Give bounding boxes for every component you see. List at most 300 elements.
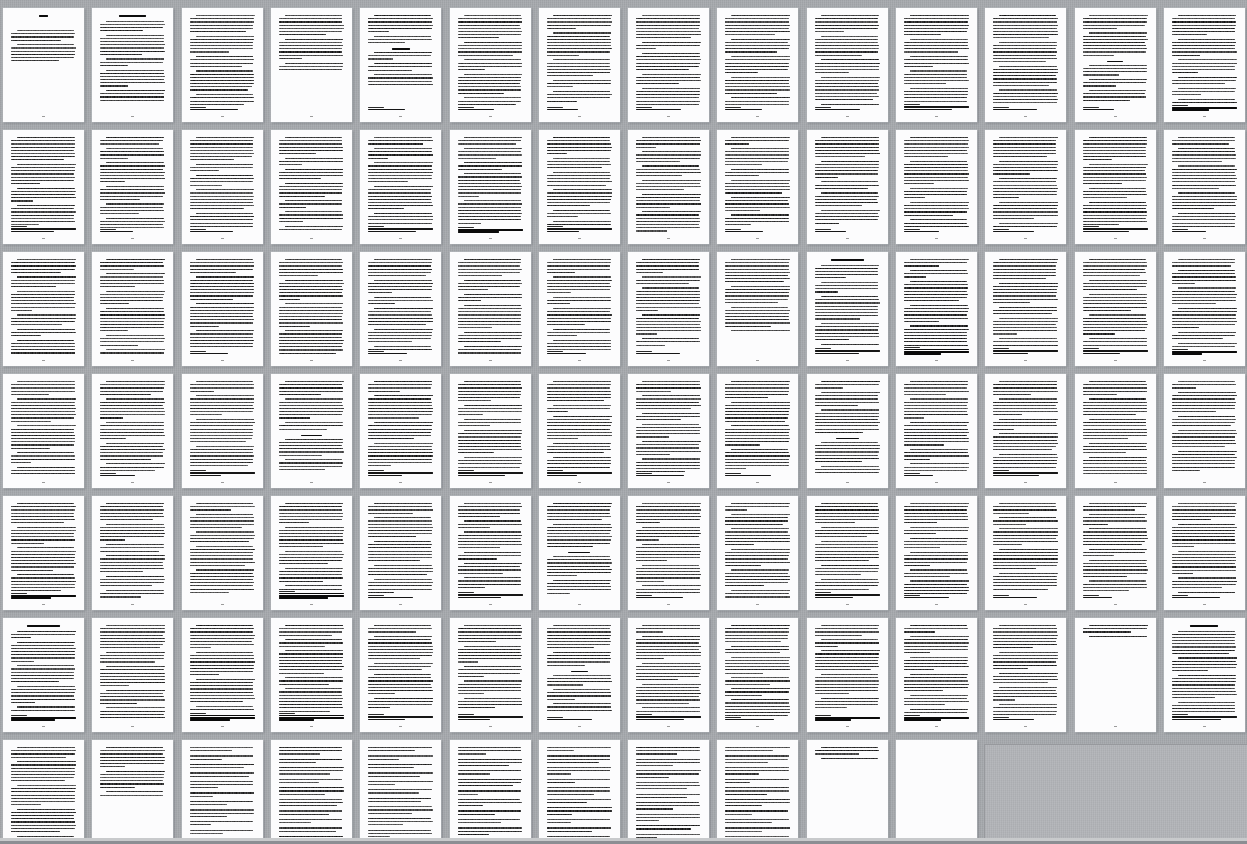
text-line [547, 661, 610, 662]
page-thumbnail[interactable] [807, 130, 888, 244]
text-line [1083, 425, 1147, 426]
page-text [725, 15, 790, 122]
text-line [368, 425, 432, 426]
page-thumbnail[interactable] [450, 374, 531, 488]
footnote-rule [547, 226, 563, 227]
text-line [464, 457, 523, 458]
text-line [100, 685, 129, 686]
text-line [993, 170, 1058, 171]
page-thumbnail[interactable] [92, 252, 173, 366]
text-line [904, 684, 969, 685]
page-thumbnail[interactable] [628, 496, 709, 610]
text-line [904, 628, 968, 629]
text-line [1172, 573, 1193, 574]
text-line [815, 86, 880, 87]
page-thumbnail[interactable] [1164, 8, 1245, 122]
page-thumbnail[interactable] [271, 130, 352, 244]
text-line [904, 66, 933, 67]
text-line [106, 652, 165, 653]
text-line [815, 39, 878, 40]
text-line [993, 714, 1056, 715]
text-line [904, 530, 968, 531]
page-thumbnail[interactable] [92, 740, 173, 844]
text-line [547, 425, 611, 426]
text-line [1083, 205, 1147, 206]
text-line [190, 781, 253, 782]
page-thumbnail[interactable] [1164, 252, 1245, 366]
page-text [190, 747, 255, 844]
text-line [190, 695, 254, 696]
text-line [1083, 39, 1148, 40]
page-thumbnail[interactable] [896, 252, 977, 366]
page-thumbnail[interactable] [985, 130, 1066, 244]
text-line [100, 696, 163, 697]
footnote-line [279, 719, 314, 721]
page-thumbnail[interactable] [717, 252, 798, 366]
text-line [642, 381, 700, 382]
text-line [190, 39, 254, 40]
text-line [815, 302, 880, 303]
footnote-line [815, 353, 860, 354]
page-thumbnail[interactable] [360, 130, 441, 244]
page-thumbnail[interactable] [1075, 374, 1156, 488]
page-thumbnail[interactable] [1164, 496, 1245, 610]
text-line [904, 519, 968, 520]
page-thumbnail[interactable] [450, 130, 531, 244]
page-thumbnail[interactable] [539, 374, 620, 488]
page-text [725, 747, 790, 844]
text-line [547, 446, 610, 447]
page-thumbnail[interactable] [807, 374, 888, 488]
text-line [904, 276, 926, 277]
text-line [368, 592, 394, 593]
text-line [11, 435, 75, 436]
text-line [17, 398, 76, 399]
page-thumbnail[interactable] [628, 618, 709, 732]
page-thumbnail[interactable] [717, 618, 798, 732]
page-thumbnail[interactable] [92, 618, 173, 732]
text-line [279, 448, 343, 449]
text-line [458, 311, 522, 312]
text-line [458, 704, 523, 705]
page-number [846, 116, 849, 117]
text-line [106, 690, 164, 691]
text-line [993, 568, 1035, 569]
text-line [636, 297, 700, 298]
page-thumbnail[interactable] [539, 740, 620, 844]
text-line [1083, 460, 1147, 461]
text-line [100, 181, 124, 182]
text-line [636, 59, 701, 60]
text-line [636, 25, 700, 26]
text-line [17, 452, 74, 453]
text-line [458, 759, 523, 760]
text-line [636, 48, 656, 49]
page-thumbnail[interactable] [92, 130, 173, 244]
text-line [1089, 164, 1148, 165]
page-thumbnail[interactable] [360, 252, 441, 366]
text-line [993, 638, 1057, 639]
footnote-line [190, 719, 230, 721]
text-line [636, 762, 700, 763]
text-line [100, 47, 164, 48]
page-number [756, 116, 759, 117]
page-text [458, 503, 523, 610]
text-line [368, 199, 431, 200]
text-line [821, 381, 880, 382]
text-line [100, 318, 165, 319]
page-thumbnail[interactable] [985, 374, 1066, 488]
text-line [993, 167, 1057, 168]
text-line [1172, 303, 1216, 304]
text-line [190, 821, 254, 822]
page-number [935, 726, 938, 727]
page-thumbnail[interactable] [807, 496, 888, 610]
text-line [458, 101, 522, 102]
text-line [279, 349, 343, 350]
text-line [815, 416, 879, 417]
text-line [100, 459, 151, 460]
page-thumbnail[interactable] [539, 496, 620, 610]
text-line [1083, 262, 1148, 263]
page-thumbnail[interactable] [896, 740, 977, 844]
text-line [1083, 143, 1147, 144]
text-line [11, 692, 75, 693]
page-number [399, 116, 402, 117]
footnote-line [368, 228, 433, 229]
text-line [999, 687, 1056, 688]
text-line [547, 628, 610, 629]
text-line [910, 695, 968, 696]
text-line [458, 196, 480, 197]
page-thumbnail[interactable] [3, 8, 84, 122]
text-line [993, 21, 1056, 22]
text-line [190, 655, 255, 656]
text-line [279, 66, 343, 67]
page-thumbnail[interactable] [360, 618, 441, 732]
text-line [999, 704, 1057, 705]
text-line [279, 571, 342, 572]
text-line [458, 83, 521, 84]
text-line [1172, 637, 1236, 638]
text-line [100, 711, 164, 712]
text-line [368, 789, 432, 790]
footnote-line [368, 472, 433, 473]
text-line [464, 430, 522, 431]
text-line [910, 636, 969, 637]
text-line [368, 66, 432, 67]
text-line [725, 596, 790, 597]
text-line [368, 435, 431, 436]
page-thumbnail[interactable] [896, 130, 977, 244]
page-thumbnail[interactable] [1164, 130, 1245, 244]
text-line [1089, 625, 1148, 626]
page-thumbnail[interactable] [717, 374, 798, 488]
page-thumbnail[interactable] [92, 374, 173, 488]
text-line [636, 321, 701, 322]
text-line [993, 535, 1058, 536]
footnote-line [190, 353, 228, 354]
text-line [285, 39, 343, 40]
page-thumbnail[interactable] [450, 618, 531, 732]
text-line [458, 513, 521, 514]
footnote-rule [993, 107, 1009, 108]
page-thumbnail[interactable] [628, 8, 709, 122]
text-line [1083, 283, 1148, 284]
text-line [993, 218, 1034, 219]
page-thumbnail[interactable] [271, 496, 352, 610]
page-thumbnail[interactable] [1075, 252, 1156, 366]
page-thumbnail[interactable] [450, 496, 531, 610]
page-thumbnail[interactable] [271, 8, 352, 122]
text-line [374, 308, 433, 309]
text-line [190, 343, 253, 344]
text-line [279, 836, 343, 837]
page-thumbnail[interactable] [182, 496, 263, 610]
page-thumbnail[interactable] [717, 130, 798, 244]
text-line [11, 774, 75, 775]
text-line [464, 563, 522, 564]
page-thumbnail[interactable] [985, 618, 1066, 732]
text-line [279, 530, 344, 531]
text-line [285, 439, 343, 440]
text-line [1083, 42, 1146, 43]
page-thumbnail[interactable] [1075, 496, 1156, 610]
text-line [1172, 283, 1195, 284]
text-line [190, 541, 249, 542]
page-thumbnail[interactable] [807, 8, 888, 122]
text-line [368, 158, 388, 159]
text-line [100, 425, 164, 426]
text-line [725, 394, 788, 395]
text-line [1178, 287, 1236, 288]
text-line [1172, 634, 1236, 635]
text-line [1083, 517, 1146, 518]
text-line [1083, 422, 1146, 423]
page-thumbnail[interactable] [1075, 8, 1156, 122]
page-thumbnail[interactable] [182, 740, 263, 844]
page-text [458, 381, 523, 488]
page-thumbnail[interactable] [628, 252, 709, 366]
page-thumbnail[interactable] [360, 374, 441, 488]
text-line [725, 680, 790, 681]
page-thumbnail[interactable] [3, 496, 84, 610]
page-thumbnail[interactable] [271, 374, 352, 488]
text-line [190, 833, 223, 834]
text-line [458, 770, 522, 771]
page-thumbnail[interactable] [182, 618, 263, 732]
page-thumbnail[interactable] [1075, 130, 1156, 244]
text-line [910, 422, 969, 423]
footnote-line [904, 353, 941, 355]
page-thumbnail[interactable] [182, 130, 263, 244]
page-thumbnail[interactable] [360, 8, 441, 122]
text-line [547, 658, 611, 659]
text-line [196, 706, 253, 707]
page-thumbnail[interactable] [539, 130, 620, 244]
text-line [547, 831, 592, 832]
text-line [547, 164, 611, 165]
text-line [553, 457, 611, 458]
text-line [279, 262, 343, 263]
page-thumbnail[interactable] [985, 252, 1066, 366]
text-line [106, 273, 165, 274]
page-thumbnail[interactable] [896, 374, 977, 488]
page-thumbnail[interactable] [271, 618, 352, 732]
text-line [464, 666, 521, 667]
text-line [106, 524, 164, 525]
page-thumbnail[interactable] [271, 740, 352, 844]
text-line [547, 467, 610, 468]
page-thumbnail[interactable] [628, 130, 709, 244]
text-line [100, 294, 164, 295]
text-line [279, 275, 319, 276]
text-line [1172, 539, 1235, 540]
page-thumbnail[interactable] [896, 618, 977, 732]
text-line [11, 153, 75, 154]
page-thumbnail[interactable] [539, 618, 620, 732]
text-line [368, 677, 431, 678]
text-line [904, 438, 969, 439]
text-line [636, 631, 663, 632]
page-thumbnail[interactable] [92, 496, 173, 610]
page-thumbnail[interactable] [717, 8, 798, 122]
page-thumbnail[interactable] [1164, 374, 1245, 488]
page-thumbnail[interactable] [539, 8, 620, 122]
text-line [910, 137, 968, 138]
page-thumbnail[interactable] [807, 252, 888, 366]
page-thumbnail[interactable] [1075, 618, 1156, 732]
text-line [636, 330, 701, 331]
text-line [553, 276, 612, 277]
page-thumbnail[interactable] [896, 496, 977, 610]
page-thumbnail[interactable] [450, 252, 531, 366]
page-thumbnail[interactable] [3, 374, 84, 488]
text-line [725, 289, 790, 290]
page-thumbnail[interactable] [3, 252, 84, 366]
text-line [11, 560, 74, 561]
page-thumbnail[interactable] [807, 740, 888, 844]
text-line [547, 794, 594, 795]
page-thumbnail[interactable] [717, 740, 798, 844]
text-line [993, 562, 1058, 563]
page-thumbnail[interactable] [807, 618, 888, 732]
text-line [190, 459, 254, 460]
text-line [725, 802, 790, 803]
text-line [285, 503, 343, 504]
page-thumbnail[interactable] [628, 374, 709, 488]
page-thumbnail[interactable] [3, 130, 84, 244]
page-text [636, 747, 701, 844]
page-thumbnail[interactable] [985, 496, 1066, 610]
text-line [17, 642, 75, 643]
page-thumbnail[interactable] [360, 740, 441, 844]
text-line [636, 227, 700, 228]
page-thumbnail[interactable] [182, 8, 263, 122]
text-line [1172, 433, 1237, 434]
text-line [642, 424, 699, 425]
text-line [993, 658, 1058, 659]
text-line [11, 191, 76, 192]
text-line [190, 196, 254, 197]
text-line [993, 272, 1056, 273]
text-line [1089, 560, 1147, 561]
text-line [196, 652, 253, 653]
text-line [11, 303, 76, 304]
text-line [279, 563, 328, 564]
text-line [1089, 398, 1147, 399]
text-line [100, 635, 163, 636]
text-line [993, 28, 1056, 29]
page-thumbnail[interactable] [450, 8, 531, 122]
text-line [190, 402, 254, 403]
text-line [458, 799, 521, 800]
page-text [815, 747, 880, 844]
text-line [725, 48, 789, 49]
text-line [904, 455, 969, 456]
page-thumbnail[interactable] [92, 8, 173, 122]
text-line [1083, 21, 1148, 22]
text-line [547, 25, 612, 26]
page-thumbnail[interactable] [539, 252, 620, 366]
text-line [100, 324, 164, 325]
text-line [815, 196, 880, 197]
text-line [1172, 42, 1236, 43]
page-number [756, 604, 759, 605]
text-line [374, 503, 432, 504]
text-line [993, 394, 1031, 395]
text-line [368, 318, 433, 319]
page-thumbnail[interactable] [1164, 618, 1245, 732]
text-line [100, 536, 164, 537]
page-thumbnail[interactable] [182, 252, 263, 366]
text-line [11, 421, 51, 422]
text-line [815, 653, 879, 654]
page-thumbnail[interactable] [360, 496, 441, 610]
text-line [458, 55, 513, 56]
text-line [279, 506, 342, 507]
page-thumbnail[interactable] [717, 496, 798, 610]
text-line [636, 265, 699, 266]
page-thumbnail[interactable] [271, 252, 352, 366]
text-line [815, 582, 880, 583]
text-line [190, 796, 213, 797]
text-line [190, 59, 254, 60]
page-thumbnail[interactable] [3, 618, 84, 732]
text-line [547, 432, 612, 433]
page-thumbnail[interactable] [985, 8, 1066, 122]
text-line [285, 422, 343, 423]
text-line [821, 579, 878, 580]
text-line [100, 391, 163, 392]
page-text [368, 747, 433, 844]
text-line [368, 438, 414, 439]
page-text [458, 259, 523, 366]
page-thumbnail[interactable] [896, 8, 977, 122]
text-line [636, 224, 699, 225]
page-thumbnail[interactable] [450, 740, 531, 844]
text-line [190, 465, 249, 466]
text-line [1172, 560, 1236, 561]
page-thumbnail[interactable] [3, 740, 84, 844]
text-line [100, 213, 139, 214]
page-thumbnail[interactable] [182, 374, 263, 488]
text-line [368, 42, 404, 43]
page-thumbnail[interactable] [628, 740, 709, 844]
text-line [1083, 18, 1147, 19]
text-line [636, 291, 700, 292]
text-line [904, 642, 969, 643]
